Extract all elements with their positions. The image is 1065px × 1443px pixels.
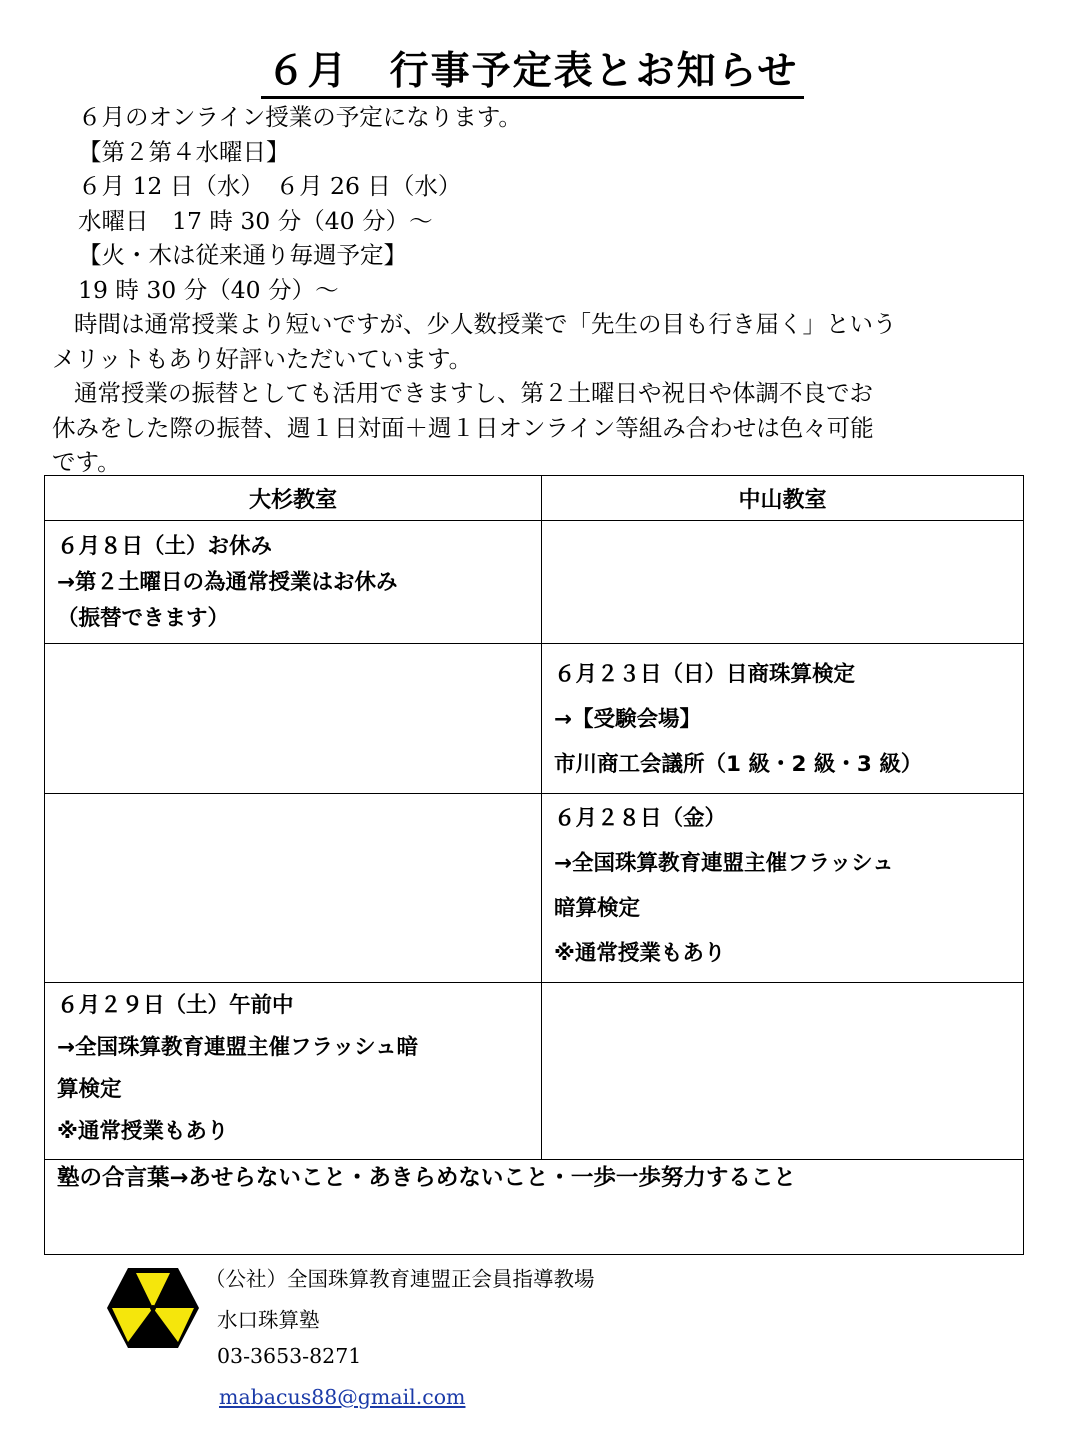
intro-line: 通常授業の振替としても活用できますし、第２土曜日や祝日や体調不良でお	[74, 379, 873, 407]
event-line: 算検定	[57, 1077, 122, 1102]
intro-line: 【火・木は従来通り毎週予定】	[78, 241, 407, 269]
event-line: ６月８日（土）お休み	[57, 534, 273, 559]
table-row	[45, 521, 1024, 644]
intro-line: 【第２第４水曜日】	[78, 137, 290, 166]
intro-line: 19 時 30 分（40 分）～	[78, 275, 339, 304]
table-row	[45, 1160, 1024, 1255]
header-osugi: 大杉教室	[45, 476, 542, 521]
event-line: ６月２８日（金）	[554, 806, 727, 831]
intro-line: ６月 12 日（水） ６月 26 日（水）	[78, 172, 462, 200]
phone-number: 03-3653-8271	[217, 1344, 362, 1368]
school-name: 水口珠算塾	[217, 1308, 320, 1332]
school-logo	[106, 1266, 200, 1350]
event-cell	[45, 521, 542, 644]
event-line: ６月２３日（日）日商珠算検定	[554, 662, 856, 687]
empty-cell	[542, 521, 1024, 644]
association-name: （公社）全国珠算教育連盟正会員指導教場	[205, 1267, 595, 1291]
event-cell	[542, 644, 1024, 794]
empty-cell	[45, 794, 542, 983]
event-line: （振替できます）	[57, 606, 230, 631]
intro-text	[52, 100, 1017, 480]
events-table	[44, 475, 1024, 1255]
motto-text: 塾の合言葉→あせらないこと・あきらめないこと・一歩一歩努力すること	[57, 1165, 796, 1191]
event-cell	[45, 983, 542, 1160]
page-title	[0, 40, 1065, 96]
event-line: ※通常授業もあり	[554, 941, 726, 966]
table-row	[45, 983, 1024, 1160]
event-line: ※通常授業もあり	[57, 1119, 229, 1144]
logo-center	[150, 1305, 156, 1311]
email-link[interactable]: mabacus88@gmail.com	[219, 1385, 466, 1409]
table-row	[45, 794, 1024, 983]
event-line: →全国珠算教育連盟主催フラッシュ	[554, 851, 894, 876]
empty-cell	[542, 983, 1024, 1160]
page-title-text: ６月 行事予定表とお知らせ	[261, 49, 805, 99]
event-cell	[542, 794, 1024, 983]
event-line: →【受験会場】	[554, 707, 702, 732]
table-row	[45, 644, 1024, 794]
intro-line: です。	[52, 448, 121, 476]
intro-line: ６月のオンライン授業の予定になります。	[78, 103, 522, 131]
motto-cell	[45, 1160, 1024, 1255]
empty-cell	[45, 644, 542, 794]
intro-line: メリットもあり好評いただいています。	[52, 344, 473, 373]
header-nakayama: 中山教室	[542, 476, 1024, 521]
event-line: →第２土曜日の為通常授業はお休み	[57, 570, 398, 595]
event-line: 暗算検定	[554, 896, 641, 921]
intro-line: 時間は通常授業より短いですが、少人数授業で「先生の目も行き届く」という	[74, 310, 897, 338]
intro-line: 水曜日 17 時 30 分（40 分）～	[78, 206, 433, 235]
intro-line: 休みをした際の振替、週１日対面＋週１日オンライン等組み合わせは色々可能	[52, 413, 874, 442]
table-header-row	[45, 476, 1024, 521]
event-line: 市川商工会議所（1 級・2 級・3 級）	[554, 752, 923, 777]
event-line: ６月２９日（土）午前中	[57, 993, 294, 1018]
event-line: →全国珠算教育連盟主催フラッシュ暗	[57, 1035, 419, 1060]
